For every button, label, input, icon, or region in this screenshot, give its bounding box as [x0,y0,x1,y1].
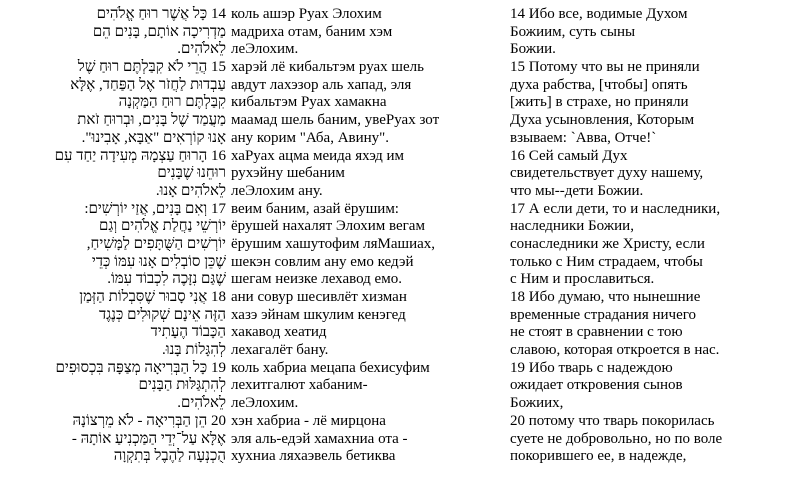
russian-line: 19 Ибо тварь с надеждою [510,359,673,376]
russian-line: сонаследники же Христу, если [510,235,705,252]
russian-line: покорившего ее, в надежде, [510,448,687,465]
hebrew-line: שֶׁכֵּן סוֹבְלִים אָנוּ עִמּוֹ כְּדֵי [91,253,226,270]
hebrew-column [6,6,226,466]
transliteration-line: хазэ эйнам шкулим кенэгед [231,306,406,323]
russian-line: 14 Ибо все, водимые Духом [510,6,688,22]
transliteration-line: коль ашэр Руах Элохим [231,6,382,22]
transliteration-line: ани совур шесивлёт хизман [231,289,407,305]
transliteration-line: эля аль-едэй хамахниа ота - [231,430,408,447]
transliteration-line: хэн хабриа - лё мирцона [231,412,386,429]
transliteration-line: рухэйну шебаним [231,165,345,182]
hebrew-line: 14 כָּל אֲשֶׁר רוּחַ אֱלֹהִים [96,6,226,22]
hebrew-line: עַבְדוּת לַחֲזֹר אֶל הַפַּחַד, אֶלָּא [70,76,226,93]
russian-line: Духа усыновления, Которым [510,112,695,129]
hebrew-line: לְהִתְגַּלּוּת הַבָּנִים [138,377,226,394]
transliteration-line: ёрушей нахалят Элохим вегам [231,218,425,235]
hebrew-line: לֵאלֹהִים. [177,395,226,412]
russian-column [510,6,795,466]
transliteration-line: шегам неизке лехавод емо. [231,271,402,288]
transliteration-line: хаРуах ацма меида яхэд им [231,147,404,164]
hebrew-line: יוֹרְשִׁים הַשֻּׁתָּפִים לַמָּשִׁיחַ, [86,235,226,252]
russian-line: Божиим, суть сыны [510,23,636,40]
hebrew-line: קִבַּלְתֶּם רוּחַ הַמַּקְנָה [118,94,226,111]
transliteration-line: леЭлохим. [231,41,299,58]
hebrew-line: 20 הֵן הַבְּרִיאָה - לֹא מֵרְצוֹנָהּ [72,412,226,429]
hebrew-line: 15 הֲרֵי לֹא קִבַּלְתֶּם רוּחַ שֶׁל [77,59,226,76]
hebrew-line: הַזֶּה אֵינָם שְׁקוּלִים כְּנֶגֶד [98,306,226,323]
russian-line: [жить] в страхе, но приняли [510,94,689,111]
russian-line: что мы--дети Божии. [510,182,644,199]
hebrew-line: 17 וְאִם בָּנִים, אֲזַי יוֹרְשִׁים: [84,200,226,217]
russian-line: 17 А если дети, то и наследники, [510,200,721,217]
hebrew-line: לֵאלֹהִים אָנוּ. [155,182,226,199]
transliteration-line: авдут лахэзор аль хапад, эля [231,76,412,93]
russian-line: не стоят в сравнении с тою [510,324,683,341]
hebrew-line: הַכָּבוֹד הֶעָתִיד [150,324,226,341]
hebrew-line: לְהִגָּלוֹת בָּנוּ. [161,342,226,359]
russian-line: славою, которая откроется в нас. [510,342,720,359]
russian-line: 16 Сей самый Дух [510,147,628,164]
hebrew-line: הֻכְנְעָה לַהֶבֶל בְּתִקְוָה [113,448,226,465]
hebrew-line: שֶׁגַּם נִזָּכֶה לִכְבוֹד עִמּוֹ. [107,271,226,288]
transliteration-line: леЭлохим ану. [231,182,323,199]
russian-line: Божии. [510,41,556,58]
transliteration-line: коль хабриа мецапа бехисуфим [231,359,430,376]
transliteration-line: лехитгалют хабаним- [231,377,368,394]
hebrew-line: אָנוּ קוֹרְאִים "אַבָּא, אָבִינוּ". [81,129,226,146]
russian-line: только с Ним страдаем, чтобы [510,253,703,270]
transliteration-line: маамад шель баним, увеРуах зот [231,112,440,129]
transliteration-line: ёрушим хашутофим ляМашиах, [231,235,436,252]
transliteration-line: хакавод хеатид [231,324,327,341]
hebrew-line: מַדְרִיכָה אוֹתָם, בָּנִים הֵם [92,23,226,40]
russian-line: 15 Потому что вы не приняли [510,59,700,76]
transliteration-line: лехагалёт бану. [231,342,329,359]
transliteration-line: харэй лё кибальтэм руах шель [231,59,424,76]
russian-line: свидетельствует духу нашему, [510,165,704,182]
russian-line: взываем: `Авва, Отче!` [510,129,657,146]
russian-line: ожидает откровения сынов [510,377,683,394]
russian-line: 18 Ибо думаю, что нынешние [510,289,701,305]
transliteration-line: мадриха отам, баним хэм [231,23,393,40]
russian-line: временные страдания ничего [510,306,697,323]
russian-line: духа рабства, [чтобы] опять [510,76,688,93]
hebrew-line: יוֹרְשֵׁי נַחֲלַת אֱלֹהִים וְגַם [99,218,226,235]
hebrew-line: 19 כָּל הַבְּרִיאָה מְצַפָּה בִּכְסוּפִים [55,359,226,376]
transliteration-line: хухниа ляхаэвель бетиква [231,448,396,465]
hebrew-line: אֶלָּא עַל־יְדֵי הַמַּכְנִיעַ אוֹתָהּ - [71,430,226,447]
hebrew-line: לֵאלֹהִים. [177,41,226,58]
russian-line: суете не добровольно, но по воле [510,430,723,447]
transliteration-line: шекэн совлим ану емо кедэй [231,253,414,270]
transliteration-line: леЭлохим. [231,395,299,412]
transliteration-line: кибальтэм Руах хамакна [231,94,387,111]
transliteration-line: веим баним, азай ёрушим: [231,200,399,217]
russian-line: Божиих, [510,395,564,412]
hebrew-line: רוּחֵנוּ שֶׁבָּנִים [157,165,226,182]
hebrew-line: מַעֲמַד שֶׁל בָּנִים, וּבְרוּחַ זֹאת [77,112,226,129]
transliteration-column [231,6,491,466]
transliteration-line: ану корим "Аба, Авину". [231,129,390,146]
russian-line: 20 потому что тварь покорилась [510,412,715,429]
russian-line: наследники Божии, [510,218,634,235]
russian-line: с Ним и прославиться. [510,271,655,288]
hebrew-line: 18 אֲנִי סָבוּר שֶׁסִּבְלוֹת הַזְּמַן [79,289,226,305]
hebrew-line: 16 הָרוּחַ עַצְמָהּ מְעִידָה יַחַד עִם [54,147,226,164]
